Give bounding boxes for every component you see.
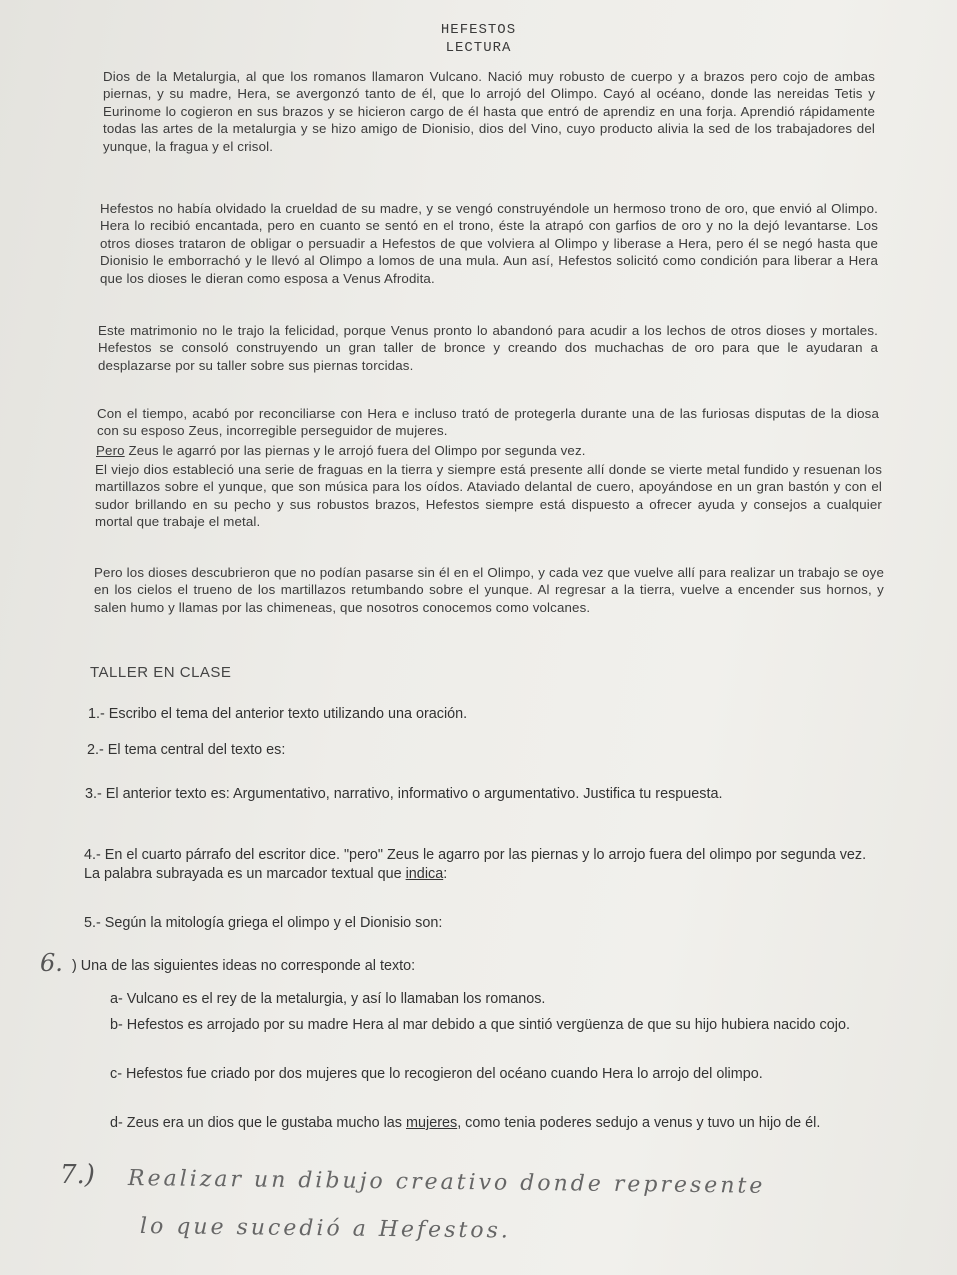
document-title: HEFESTOS: [440, 22, 517, 38]
question-4-end: :: [443, 865, 448, 882]
reading-paragraph-5: [96, 442, 880, 459]
reading-paragraph-6: El viejo dios estableció una serie de fraguas en la tierra y siempre está presente allí donde se vierte metal fundido y resuenan los martillazos sobre el yunque, que son música para los oídos. Ataviado delantal de cuero, apoyándose en un gran bastón y con el sudor brillando en su pecho y sus robustos brazos, Hefestos siempre está dispuesto a ofrecer ayuda y consejos a cualquier mortal que trabaje el metal.: [95, 462, 882, 530]
option-d-end: , como tenia poderes sedujo a venus y tuvo un hijo de él.: [457, 1115, 821, 1131]
paragraph-5-text: Zeus le agarró por las piernas y le arrojó fuera del Olimpo por segunda vez.: [124, 443, 586, 458]
reading-paragraph-3: Este matrimonio no le trajo la felicidad, porque Venus pronto lo abandonó para acudir a los lechos de otros dioses y mortales. Hefestos se consoló construyendo un gran taller de bronce y creando dos muchachas de oro para que le ayudaran a desplazarse por su taller sobre sus piernas torcidas.: [98, 323, 878, 373]
question-4-text: 4.- En el cuarto párrafo del escritor dice. "pero" Zeus le agarro por las piernas y lo arrojo fuera del olimpo por segunda vez. La palabra subrayada es un marcador textual que: [84, 847, 867, 882]
reading-paragraph-7: Pero los dioses descubrieron que no podían pasarse sin él en el Olimpo, y cada vez que vuelve allí para realizar un trabajo se oye en los cielos el trueno de los martillazos retumbando sobre el yunque. Al regresar a la tierra, vuelve a encender sus hornos, y salen humo y llamas por las chimeneas, que nosotros conocemos como volcanes.: [94, 565, 884, 615]
question-2: 2.- El tema central del texto es:: [87, 742, 286, 758]
reading-paragraph-1: Dios de la Metalurgia, al que los romanos llamaron Vulcano. Nació muy robusto de cuerpo y a brazos pero cojo de ambas piernas, y su madre, Hera, se avergonzó tanto de él, que lo arrojó del Olimpo. Cayó al océano, donde las nereidas Tetis y Eurinome lo cogieron en sus brazos y se hicieron cargo de él hasta que entró de aprendiz en una forja. Aprendió rápidamente todas las artes de la metalurgia y se hizo amigo de Dionisio, dios del Vino, cuyo producto alivia la sed de los trabajadores del yunque, la fragua y el crisol.: [103, 69, 875, 154]
handwritten-number-6: 6.: [40, 949, 63, 977]
option-a: a- Vulcano es el rey de la metalurgia, y así lo llamaban los romanos.: [110, 991, 546, 1007]
document-subtitle: LECTURA: [445, 40, 512, 56]
option-c: c- Hefestos fue criado por dos mujeres que lo recogieron del océano cuando Hera lo arrojo del olimpo.: [110, 1066, 763, 1082]
handwritten-number-7: 7.): [60, 1160, 95, 1190]
question-4: [84, 846, 882, 883]
question-6: ) Una de las siguientes ideas no corresponde al texto:: [72, 958, 416, 974]
question-5: 5.- Según la mitología griega el olimpo y el Dionisio son:: [84, 915, 443, 931]
underlined-word-indica: indica: [405, 865, 444, 882]
option-d-text: d- Zeus era un dios que le gustaba mucho las: [110, 1115, 406, 1131]
question-1: 1.- Escribo el tema del anterior texto utilizando una oración.: [88, 706, 468, 722]
reading-paragraph-2: Hefestos no había olvidado la crueldad de su madre, y se vengó construyéndole un hermoso trono de oro, que envió al Olimpo. Hera lo recibió encantada, pero en cuanto se sentó en el trono, éste la atrapó con garfios de oro y no la dejó levantarse. Los otros dioses trataron de obligar o persuadir a Hefestos de que volviera al Olimpo y liberase a Hera, pero él se negó hasta que Dionisio le emborrachó y le llevó al Olimpo a lomos de una mula. Aun así, Hefestos solicitó como condición para liberar a Hera que los dioses le dieran como esposa a Venus Afrodita.: [100, 201, 878, 286]
underlined-word-mujeres: mujeres: [406, 1115, 458, 1131]
question-3: 3.- El anterior texto es: Argumentativo, narrativo, informativo o argumentativo. Justifica tu respuesta.: [85, 786, 723, 802]
option-d: [110, 1114, 880, 1134]
section-title: TALLER EN CLASE: [90, 664, 232, 681]
underlined-marker-pero: Pero: [96, 443, 125, 458]
option-b: b- Hefestos es arrojado por su madre Hera al mar debido a que sintió vergüenza de que su hijo hubiera nacido cojo.: [110, 1017, 850, 1033]
reading-paragraph-4: Con el tiempo, acabó por reconciliarse con Hera e incluso trató de protegerla durante una de las furiosas disputas de la diosa con su esposo Zeus, incorregible perseguidor de mujeres.: [97, 406, 879, 439]
handwritten-question-7-line-1: Realizar un dibujo creativo donde represente: [127, 1166, 766, 1199]
handwritten-question-7-line-2: lo que sucedió a Hefestos.: [139, 1214, 511, 1244]
